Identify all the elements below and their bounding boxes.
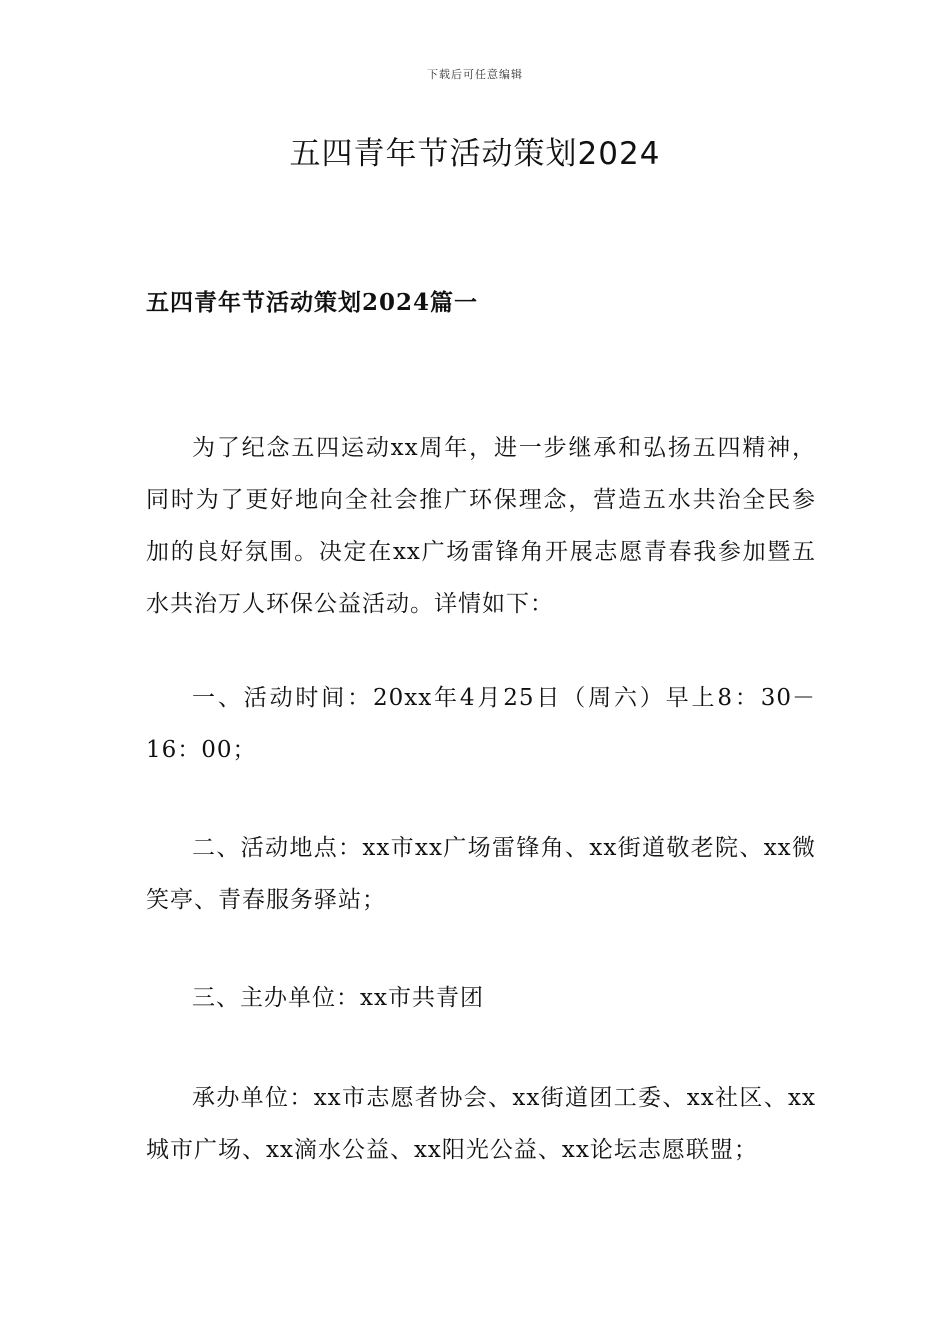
- document-title: 五四青年节活动策划2024: [289, 136, 661, 172]
- section-title: 五四青年节活动策划2024篇一: [146, 289, 479, 316]
- paragraph-intro: 为了纪念五四运动xx周年，进一步继承和弘扬五四精神，同时为了更好地向全社会推广环保理念，营造五水共治全民参加的良好氛围。决定在xx广场雷锋角开展志愿青春我参加暨五水共治万人环保公益活动。详情如下：: [146, 435, 816, 617]
- paragraph-host: 三、主办单位：xx市共青团: [192, 985, 484, 1011]
- paragraph-activity-time: 一、活动时间：20xx年4月25日（周六）早上8：30－16：00；: [146, 685, 816, 763]
- paragraph-activity-location: 二、活动地点：xx市xx广场雷锋角、xx街道敬老院、xx微笑亭、青春服务驿站；: [146, 835, 816, 913]
- paragraph-organizers: 承办单位：xx市志愿者协会、xx街道团工委、xx社区、xx城市广场、xx滴水公益、xx阳光公益、xx论坛志愿联盟；: [146, 1085, 816, 1163]
- header-note: 下载后可任意编辑: [427, 68, 523, 81]
